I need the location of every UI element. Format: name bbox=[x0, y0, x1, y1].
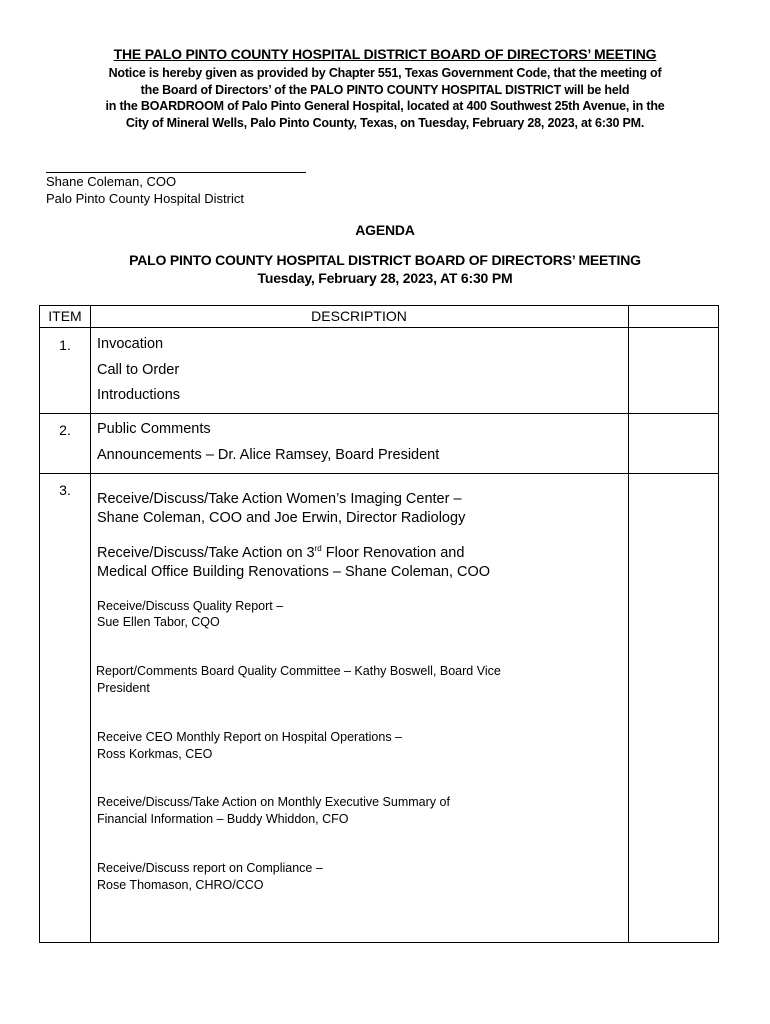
agenda-line: Ross Korkmas, CEO bbox=[97, 747, 213, 761]
agenda-line: Sue Ellen Tabor, CQO bbox=[97, 615, 220, 629]
agenda-line: Rose Thomason, CHRO/CCO bbox=[97, 878, 264, 892]
meeting-title: PALO PINTO COUNTY HOSPITAL DISTRICT BOARD OF DIRECTORS’ MEETING bbox=[129, 252, 641, 268]
column-divider bbox=[628, 306, 629, 942]
agenda-line: Invocation bbox=[97, 336, 164, 352]
agenda-line: Introductions bbox=[97, 387, 181, 403]
row-divider bbox=[40, 327, 718, 328]
signature-name: Shane Coleman, COO bbox=[46, 174, 177, 189]
meeting-date: Tuesday, February 28, 2023, AT 6:30 PM bbox=[257, 270, 513, 286]
agenda-line: Receive/Discuss report on Compliance – bbox=[97, 861, 323, 875]
row-divider bbox=[40, 413, 718, 414]
agenda-line: Receive/Discuss/Take Action on Monthly Executive Summary of bbox=[97, 795, 450, 809]
agenda-line: Receive/Discuss/Take Action on 3rd Floor Renovation and bbox=[97, 544, 465, 561]
notice-line: Notice is hereby given as provided by Chapter 551, Texas Government Code, that the meeting of bbox=[108, 66, 662, 80]
agenda-line: Shane Coleman, COO and Joe Erwin, Director Radiology bbox=[97, 510, 466, 526]
agenda-line: Receive/Discuss/Take Action Women’s Imaging Center – bbox=[97, 491, 462, 507]
agenda-line: President bbox=[97, 681, 150, 695]
notice-line: the Board of Directors’ of the PALO PINTO COUNTY HOSPITAL DISTRICT will be held bbox=[140, 82, 630, 97]
meeting-notice bbox=[40, 65, 730, 131]
agenda-line: Receive/Discuss Quality Report – bbox=[97, 599, 284, 613]
signature-line bbox=[46, 172, 306, 173]
agenda-line: Receive CEO Monthly Report on Hospital Operations – bbox=[97, 730, 403, 744]
item-number: 3. bbox=[59, 482, 71, 498]
agenda-line: Call to Order bbox=[97, 362, 180, 378]
item-number: 1. bbox=[59, 337, 71, 353]
document-title: THE PALO PINTO COUNTY HOSPITAL DISTRICT BOARD OF DIRECTORS’ MEETING bbox=[113, 46, 657, 62]
agenda-line: Announcements – Dr. Alice Ramsey, Board President bbox=[97, 447, 440, 463]
agenda-line: Medical Office Building Renovations – Shane Coleman, COO bbox=[97, 564, 491, 580]
notice-line: City of Mineral Wells, Palo Pinto County, Texas, on Tuesday, February 28, 2023, at 6:30 PM. bbox=[125, 115, 645, 130]
agenda-line: Financial Information – Buddy Whiddon, CFO bbox=[97, 812, 349, 826]
description-column-header: DESCRIPTION bbox=[311, 308, 407, 324]
agenda-line: Public Comments bbox=[97, 421, 211, 437]
agenda-line: Report/Comments Board Quality Committee – Kathy Boswell, Board Vice bbox=[96, 664, 501, 678]
item-column-header: ITEM bbox=[48, 308, 82, 324]
notice-line: in the BOARDROOM of Palo Pinto General Hospital, located at 400 Southwest 25th Avenue, in the bbox=[105, 99, 665, 113]
item-number: 2. bbox=[59, 422, 71, 438]
column-divider bbox=[90, 306, 91, 942]
agenda-table bbox=[39, 305, 719, 943]
row-divider bbox=[40, 473, 718, 474]
signature-organization: Palo Pinto County Hospital District bbox=[46, 191, 244, 206]
agenda-heading: AGENDA bbox=[355, 222, 415, 238]
